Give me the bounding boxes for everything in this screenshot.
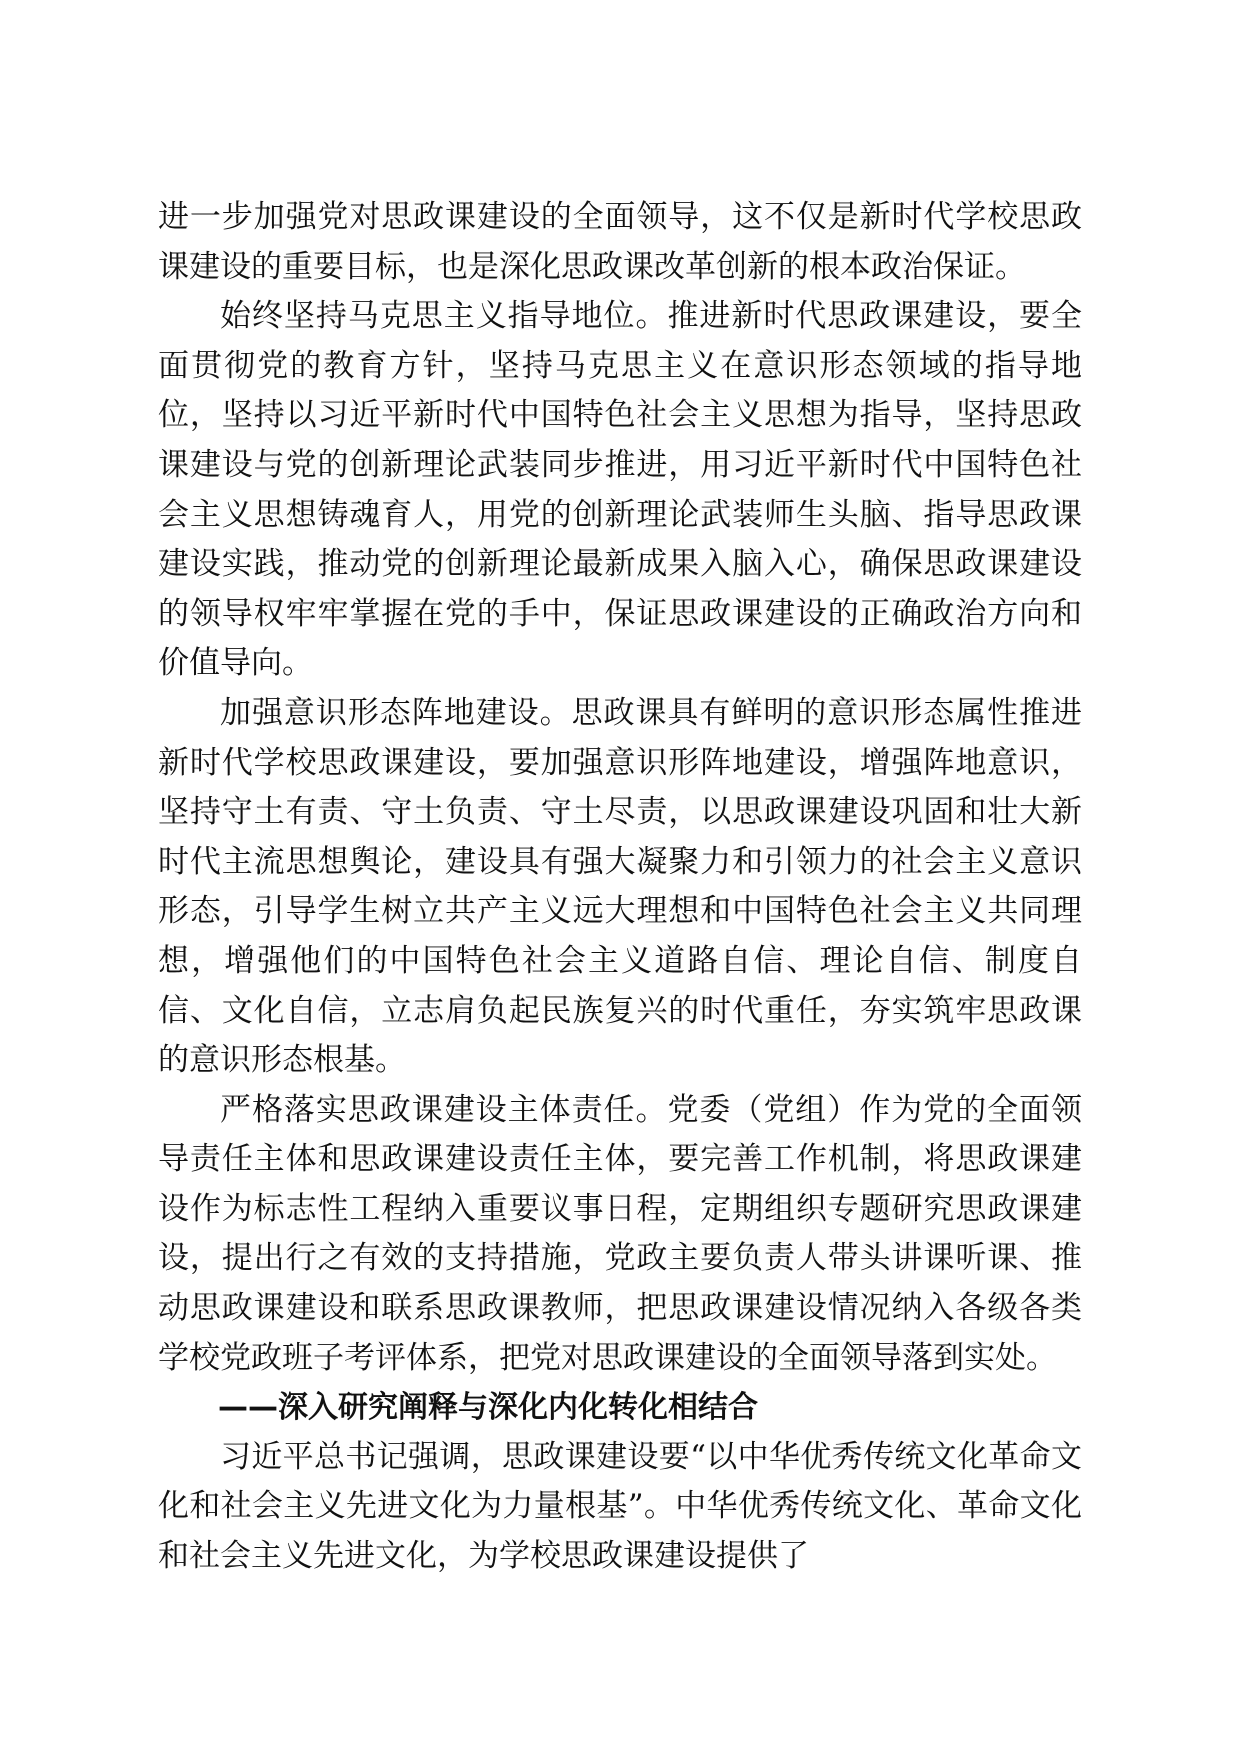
paragraph-continuation: 进一步加强党对思政课建设的全面领导，这不仅是新时代学校思政课建设的重要目标，也是深化思政课改革创新的根本政治保证。 xyxy=(158,199,1082,285)
section-heading: ——深入研究阐释与深化内化转化相结合 xyxy=(218,1390,758,1426)
paragraph-ideology-position: 加强意识形态阵地建设。思政课具有鲜明的意识形态属性推进新时代学校思政课建设，要加强意识形阵地建设，增强阵地意识，坚持守土有责、守土负责、守土尽责，以思政课建设巩固和壮大新时代主流思想舆论，建设具有强大凝聚力和引领力的社会主义意识形态，引导学生树立共产主义远大理想和中国特色社会主义共同理想，增强他们的中国特色社会主义道路自信、理论自信、制度自信、文化自信，立志肩负起民族复兴的时代重任，夯实筑牢思政课的意识形态根基。 xyxy=(158,694,1082,1079)
paragraph-marxism-guidance: 始终坚持马克思主义指导地位。推进新时代思政课建设，要全面贯彻党的教育方针，坚持马克思主义在意识形态领域的指导地位，坚持以习近平新时代中国特色社会主义思想为指导，坚持思政课建设与党的创新理论武装同步推进，用习近平新时代中国特色社会主义思想铸魂育人，用党的创新理论武装师生头脑、指导思政课建设实践，推动党的创新理论最新成果入脑入心，确保思政课建设的领导权牢牢掌握在党的手中，保证思政课建设的正确政治方向和价值导向。 xyxy=(158,298,1082,682)
document-page xyxy=(158,193,1082,1582)
paragraph-culture-foundation: 习近平总书记强调，思政课建设要“以中华优秀传统文化革命文化和社会主义先进文化为力量根基”。中华优秀传统文化、革命文化和社会主义先进文化，为学校思政课建设提供了 xyxy=(158,1438,1082,1575)
paragraph-main-responsibility: 严格落实思政课建设主体责任。党委（党组）作为党的全面领导责任主体和思政课建设责任主体，要完善工作机制，将思政课建设作为标志性工程纳入重要议事日程，定期组织专题研究思政课建设，提出行之有效的支持措施，党政主要负责人带头讲课听课、推动思政课建设和联系思政课教师，把思政课建设情况纳入各级各类学校党政班子考评体系，把党对思政课建设的全面领导落到实处。 xyxy=(158,1091,1082,1376)
